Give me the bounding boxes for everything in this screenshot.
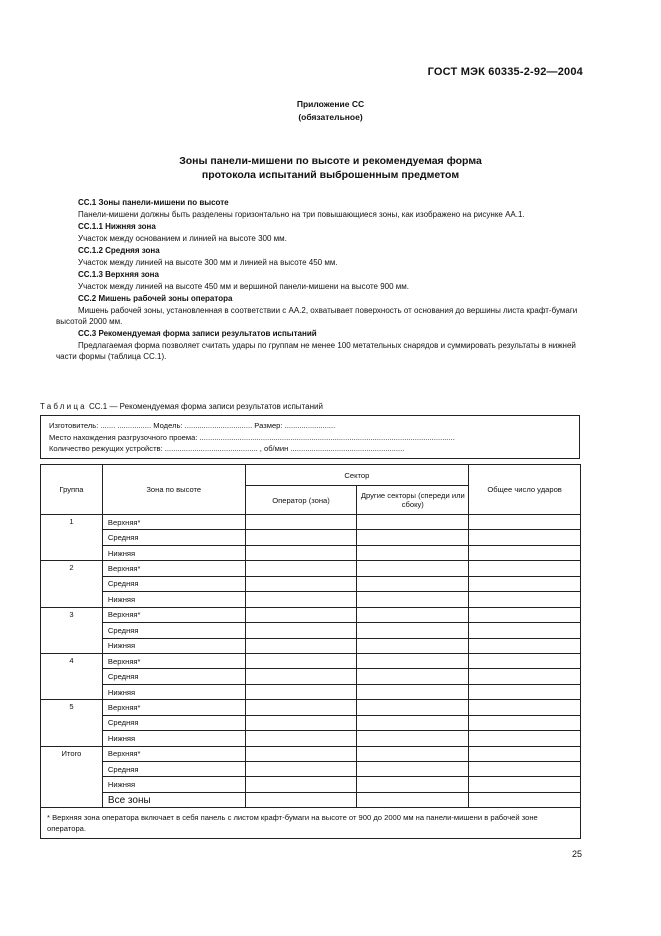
zone-cell: Верхняя* [102, 515, 245, 530]
table-row [41, 746, 581, 761]
table-row [41, 530, 581, 545]
table-row [41, 515, 581, 530]
operator-cell[interactable] [245, 607, 357, 622]
total-cell[interactable] [469, 576, 581, 591]
group-cell: 1 [41, 515, 103, 561]
other-cell[interactable] [357, 653, 469, 668]
zone-cell: Верхняя* [102, 746, 245, 761]
total-cell[interactable] [469, 515, 581, 530]
all-zones-cell: Все зоны [102, 792, 245, 807]
section-paragraph: Участок между линией на высоте 300 мм и линией на высоте 450 мм. [78, 257, 338, 267]
table-row [41, 700, 581, 715]
table-row [41, 669, 581, 684]
zone-cell: Средняя [102, 530, 245, 545]
operator-cell[interactable] [245, 762, 357, 777]
total-cell[interactable] [469, 607, 581, 622]
other-cell[interactable] [357, 592, 469, 607]
total-cell[interactable] [469, 715, 581, 730]
operator-cell[interactable] [245, 715, 357, 730]
operator-cell[interactable] [245, 530, 357, 545]
zone-cell: Средняя [102, 669, 245, 684]
operator-cell[interactable] [245, 792, 357, 807]
document-code: ГОСТ МЭК 60335-2-92—2004 [427, 66, 583, 78]
zone-cell: Нижняя [102, 684, 245, 699]
total-cell[interactable] [469, 530, 581, 545]
other-cell[interactable] [357, 576, 469, 591]
header-total: Общее число ударов [469, 465, 581, 515]
operator-cell[interactable] [245, 561, 357, 576]
total-cell[interactable] [469, 638, 581, 653]
header-operator: Оператор (зона) [245, 486, 357, 515]
zone-cell: Нижняя [102, 777, 245, 792]
zone-cell: Нижняя [102, 592, 245, 607]
operator-cell[interactable] [245, 700, 357, 715]
total-cell[interactable] [469, 561, 581, 576]
operator-cell[interactable] [245, 684, 357, 699]
section-heading: СС.3 Рекомендуемая форма записи результатов испытаний [78, 329, 317, 339]
operator-cell[interactable] [245, 592, 357, 607]
table-row [41, 561, 581, 576]
other-cell[interactable] [357, 700, 469, 715]
zone-cell: Нижняя [102, 545, 245, 560]
table-footnote: * Верхняя зона оператора включает в себя панель с листом крафт-бумаги на высоте от 900 до 2000 мм на панели-мишени в рабочей зоне оператора. [41, 808, 581, 839]
table-row [41, 592, 581, 607]
table-row [41, 684, 581, 699]
zone-cell: Верхняя* [102, 561, 245, 576]
operator-cell[interactable] [245, 746, 357, 761]
other-cell[interactable] [357, 545, 469, 560]
other-cell[interactable] [357, 684, 469, 699]
table-caption [40, 402, 323, 411]
section-heading: СС.1.2 Средняя зона [78, 245, 160, 255]
table-row [41, 792, 581, 807]
zone-cell: Нижняя [102, 638, 245, 653]
other-cell[interactable] [357, 638, 469, 653]
table-row [41, 623, 581, 638]
group-cell: 3 [41, 607, 103, 653]
total-cell[interactable] [469, 777, 581, 792]
other-cell[interactable] [357, 623, 469, 638]
total-cell[interactable] [469, 792, 581, 807]
page-number: 25 [571, 849, 582, 859]
total-cell[interactable] [469, 746, 581, 761]
section-paragraph: Панели-мишени должны быть разделены горизонтально на три повышающиеся зоны, как изображено на рисунке АА.1. [78, 209, 525, 219]
other-cell[interactable] [357, 530, 469, 545]
section-paragraph: Участок между основанием и линией на высоте 300 мм. [78, 233, 287, 243]
zone-cell: Средняя [102, 762, 245, 777]
zone-cell: Средняя [102, 715, 245, 730]
title-line-2: протокола испытаний выброшенным предметом [201, 169, 460, 181]
operator-cell[interactable] [245, 623, 357, 638]
section-heading: СС.2 Мишень рабочей зоны оператора [78, 294, 233, 304]
other-cell[interactable] [357, 731, 469, 746]
table-row [41, 777, 581, 792]
body-text [56, 196, 580, 362]
operator-cell[interactable] [245, 653, 357, 668]
total-cell[interactable] [469, 623, 581, 638]
zone-cell: Верхняя* [102, 700, 245, 715]
appendix-heading [0, 98, 661, 124]
operator-cell[interactable] [245, 576, 357, 591]
total-cell[interactable] [469, 545, 581, 560]
other-cell[interactable] [357, 561, 469, 576]
section-paragraph: Участок между линией на высоте 450 мм и вершиной панели-мишени на высоте 900 мм. [78, 282, 410, 292]
appendix-status: (обязательное) [298, 112, 363, 122]
info-line-discharge: Место нахождения разгрузочного проема: ......................................................................................................................... [49, 432, 455, 442]
title-line-1: Зоны панели-мишени по высоте и рекомендуемая форма [179, 155, 482, 167]
header-zone: Зона по высоте [102, 465, 245, 515]
zone-cell: Нижняя [102, 731, 245, 746]
operator-cell[interactable] [245, 777, 357, 792]
table-caption-text: СС.1 — Рекомендуемая форма записи результатов испытаний [86, 402, 323, 411]
operator-cell[interactable] [245, 515, 357, 530]
table-row [41, 638, 581, 653]
other-cell[interactable] [357, 762, 469, 777]
operator-cell[interactable] [245, 669, 357, 684]
table-row [41, 762, 581, 777]
total-cell[interactable] [469, 653, 581, 668]
other-cell[interactable] [357, 515, 469, 530]
info-line-cutters: Количество режущих устройств: ............................................ , об/мин ...................................................... [49, 444, 405, 453]
total-cell[interactable] [469, 592, 581, 607]
table-caption-prefix: Таблица [40, 402, 87, 411]
results-table [40, 464, 581, 839]
table-row [41, 715, 581, 730]
zone-cell: Средняя [102, 623, 245, 638]
section-paragraph: Предлагаемая форма позволяет считать удары по группам не менее 100 метательных снарядов и суммировать результаты в нижней части формы (таблица СС.1). [56, 341, 576, 361]
other-cell[interactable] [357, 777, 469, 792]
zone-cell: Верхняя* [102, 607, 245, 622]
zone-cell: Верхняя* [102, 653, 245, 668]
table-row [41, 607, 581, 622]
section-heading: СС.1.1 Нижняя зона [78, 221, 156, 231]
total-cell[interactable] [469, 669, 581, 684]
other-cell[interactable] [357, 746, 469, 761]
total-cell[interactable] [469, 731, 581, 746]
section-paragraph: Мишень рабочей зоны, установленная в соответствии с АА.2, охватывает поверхность от основания до вершины листа крафт-бумаги высотой 2000 мм. [56, 306, 578, 326]
table-row [41, 731, 581, 746]
total-cell[interactable] [469, 684, 581, 699]
header-group: Группа [41, 465, 103, 515]
section-heading: СС.1 Зоны панели-мишени по высоте [78, 197, 229, 207]
table-row [41, 576, 581, 591]
total-group-cell: Итого [41, 746, 103, 808]
appendix-main-title [0, 154, 661, 182]
header-sector: Сектор [245, 465, 469, 486]
total-cell[interactable] [469, 762, 581, 777]
table-row [41, 545, 581, 560]
group-cell: 5 [41, 700, 103, 746]
operator-cell[interactable] [245, 731, 357, 746]
header-other-sectors: Другие секторы (спереди или сбоку) [357, 486, 469, 515]
other-cell[interactable] [357, 792, 469, 807]
other-cell[interactable] [357, 607, 469, 622]
total-cell[interactable] [469, 700, 581, 715]
appendix-title: Приложение СС [296, 99, 365, 109]
table-row [41, 653, 581, 668]
other-cell[interactable] [357, 715, 469, 730]
info-line-manufacturer: Изготовитель: ....... ................ Модель: ................................ Размер: ........................ [49, 421, 336, 430]
zone-cell: Средняя [102, 576, 245, 591]
group-cell: 2 [41, 561, 103, 607]
manufacturer-info-box [40, 415, 580, 459]
section-heading: СС.1.3 Верхняя зона [78, 270, 159, 280]
group-cell: 4 [41, 653, 103, 699]
operator-cell[interactable] [245, 545, 357, 560]
operator-cell[interactable] [245, 638, 357, 653]
other-cell[interactable] [357, 669, 469, 684]
